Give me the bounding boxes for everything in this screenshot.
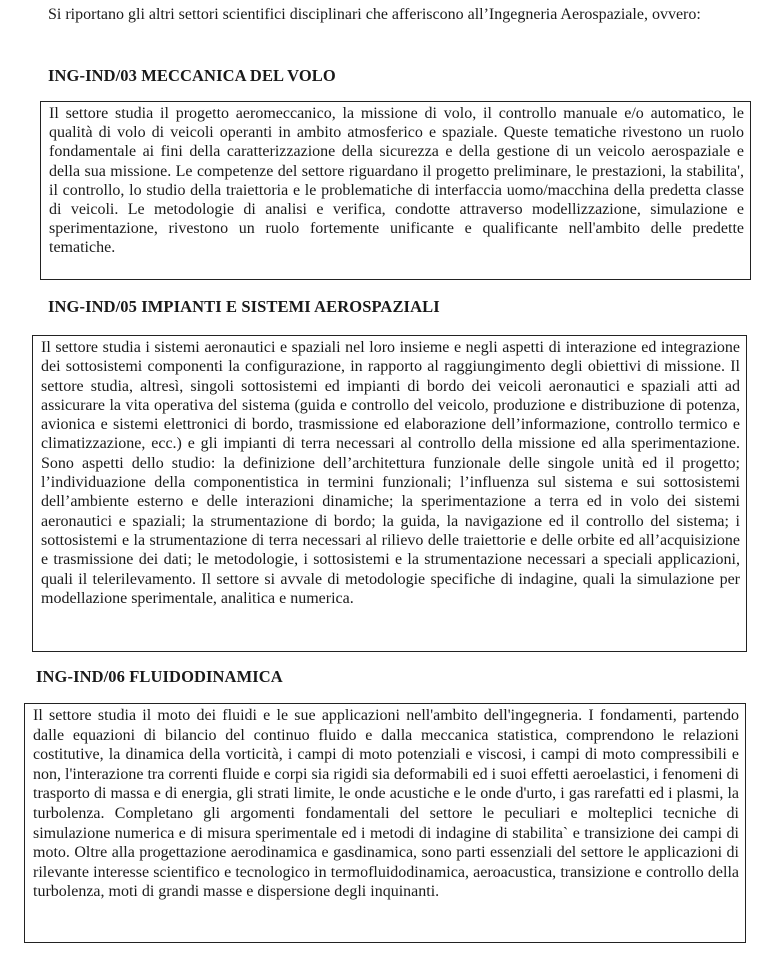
section-text: Il settore studia i sistemi aeronautici e spaziali nel loro insieme e negli aspetti di interazione ed integrazione dei sottosistemi componenti la configurazione, in rapporto al raggiungimento degli obiettivi di missione. Il settore studia, altresì, singoli sottosistemi ed impianti di bordo dei veicoli aeronautici e spaziali atti ad assicurare la vita operativa del sistema (guida e controllo del veicolo, produzione e distribuzione di potenza, avionica e sistemi elettronici di bordo, trasmissione ed elaborazione dell’informazione, controllo termico e climatizzazione, ecc.) e gli impianti di terra necessari al controllo della missione ed alla sperimentazione. Sono aspetti dello studio: la definizione dell’architettura funzionale delle singole unità ed il progetto; l’individuazione della componentistica in termini funzionali; l’influenza sul sistema e sui sottosistemi dell’ambiente esterno e delle interazioni dinamiche; la sperimentazione a terra ed in volo dei sistemi aeronautici e spaziali; la strumentazione di bordo; la guida, la navigazione ed il controllo del sistema; i sottosistemi e la strumentazione di terra necessari al rilievo delle traiettorie e delle orbite ed all’acquisizione e trasmissione dei dati; le metodologie, i sottosistemi e la strumentazione necessari a speciali applicazioni, quali il telerilevamento. Il settore si avvale di metodologie specifiche di indagine, quali la simulazione per modellazione sperimentale, analitica e numerica. <box>41 339 740 607</box>
section-heading-fluidodinamica: ING-IND/06 FLUIDODINAMICA <box>36 667 283 686</box>
section-box-impianti-e-sistemi <box>32 335 747 652</box>
section-text: Il settore studia il moto dei fluidi e le sue applicazioni nell'ambito dell'ingegneria. I fondamenti, partendo dalle equazioni di bilancio del continuo fluido e dalla meccanica statistica, comprendono le relazioni costitutive, la dinamica della vorticità, i campi di moto potenziali e viscosi, i campi di moto compressibili e non, l'interazione tra correnti fluide e corpi sia rigidi sia deformabili ed i suoi effetti aeroelastici, i fenomeni di trasporto di massa e di energia, gli strati limite, le onde acustiche e le onde d'urto, i gas rarefatti ed i plasmi, la turbolenza. Completano gli argomenti fondamentali del settore le peculiari e molteplici tecniche di simulazione numerica e di misura sperimentale ed i metodi di indagine di stabilita` e transizione dei campi di moto. Oltre alla progettazione aerodinamica e gasdinamica, sono parti essenziali del settore le applicazioni di rilevante interesse scientifico e tecnologico in termofluidodinamica, aeroacustica, transizione e controllo della turbolenza, moti di grandi masse e dispersione degli inquinanti. <box>33 707 739 901</box>
section-box-fluidodinamica <box>24 703 746 943</box>
section-text: Il settore studia il progetto aeromeccanico, la missione di volo, il controllo manuale e/o automatico, le qualità di volo di veicoli operanti in ambito atmosferico e spaziale. Queste tematiche rivestono un ruolo fondamentale ai fini della caratterizzazione della sicurezza e della gestione di un veicolo aerospaziale e della sua missione. Le competenze del settore riguardano il progetto preliminare, le prestazioni, la stabilita', il controllo, lo studio della traiettoria e le problematiche di interfaccia uomo/macchina della predetta classe di veicoli. Le metodologie di analisi e verifica, condotte attraverso modellizzazione, simulazione e sperimentazione, rivestono un ruolo fortemente unificante e qualificante nell'ambito delle predette tematiche. <box>49 105 744 257</box>
section-heading-impianti-e-sistemi: ING-IND/05 IMPIANTI E SISTEMI AEROSPAZIALI <box>48 297 440 316</box>
section-box-meccanica-del-volo <box>40 101 751 280</box>
intro-paragraph: Si riportano gli altri settori scientifici disciplinari che afferiscono all’Ingegneria Aerospaziale, ovvero: <box>48 6 701 23</box>
section-heading-meccanica-del-volo: ING-IND/03 MECCANICA DEL VOLO <box>48 66 336 85</box>
